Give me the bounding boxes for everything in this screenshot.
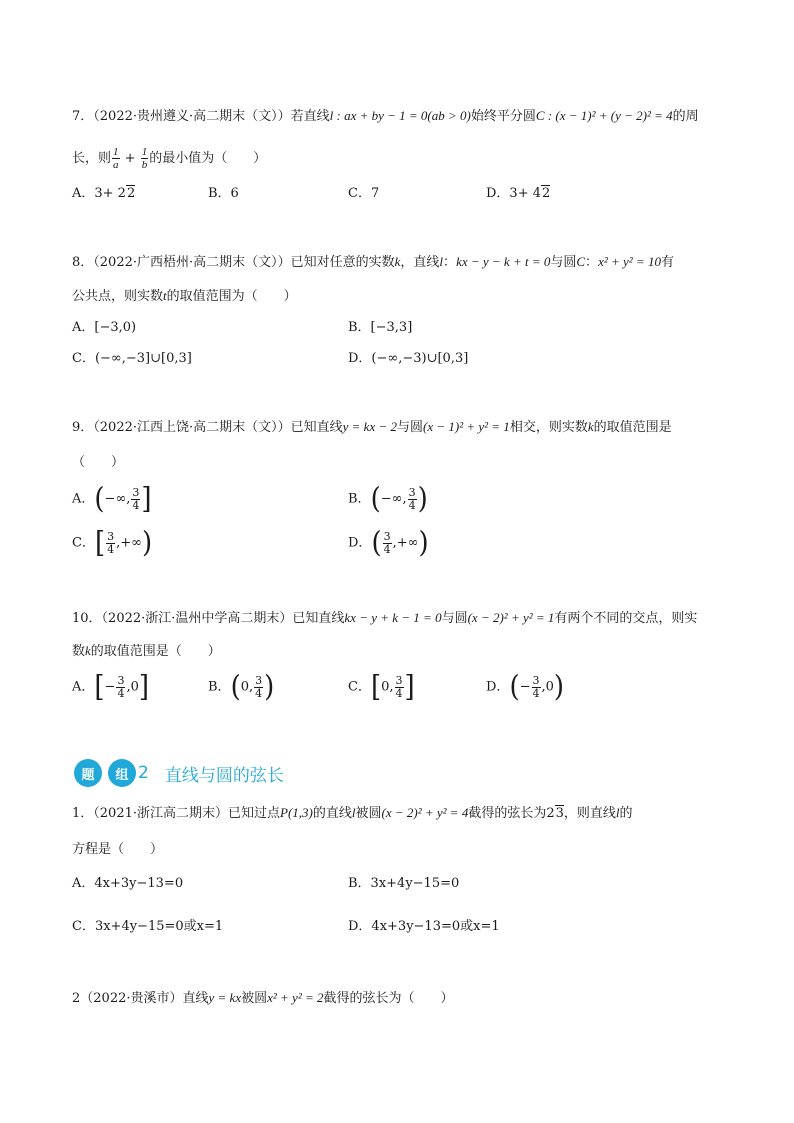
q9-option-a[interactable]: A．(−∞, $\frac{3}{4}$ ] — [72, 482, 152, 516]
g2q2-end: 截得的弦长为（ ） — [323, 991, 454, 1006]
g2q1-option-c[interactable]: C．3x+4y−15=0或x=1 — [72, 919, 224, 934]
q7-line2b: 的最小值为（ ） — [149, 151, 267, 166]
g2q1-circle-eq: (x − 2)² + y² = 4 — [381, 805, 469, 820]
g2-question-2-line-1 — [72, 988, 454, 1009]
q7-end: 的周 — [672, 109, 699, 124]
g2q1-mid1: 的直线 — [312, 806, 352, 821]
q7-option-b[interactable]: B．6 — [208, 186, 239, 201]
q10-end: 有两个不同的交点，则实 — [554, 611, 698, 626]
question-10-line-1 — [72, 608, 697, 629]
q8-prefix: 8．（2022·广西梧州·高二期末（文））已知对任意的实数 — [72, 255, 395, 270]
q8-option-b[interactable]: B．[−3,3] — [348, 320, 413, 335]
badge-ti: 题 — [74, 759, 102, 787]
q10-option-b[interactable]: B．(0, $\frac{3}{4}$ ) — [208, 670, 275, 704]
q8-mid2: 与圆 — [550, 255, 577, 270]
question-7-line-2: 长，则 $\frac{1}{a}$ + $\frac{1}{b}$ 的最小值为（ ） — [72, 146, 267, 171]
question-8-line-1: 8．（2022·广西梧州·高二期末（文））已知对任意的实数k，直线l：kx − y − k + t = 0与圆C：x² + y² = 10有 — [72, 254, 674, 270]
q8-end: 有 — [660, 255, 674, 270]
question-10-line-2: 数k的取值范围是（ ） — [72, 643, 221, 659]
q7-circle-eq: C : (x − 1)² + (y − 2)² = 4 — [535, 108, 673, 123]
q9-end2: 的取值范围是 — [593, 420, 672, 435]
q8-line-eq: kx − y − k + t = 0 — [456, 254, 551, 269]
q7-frac-1b: $\frac{1}{b}$ — [141, 146, 148, 171]
q7-line2a: 长，则 — [72, 151, 112, 166]
g2q1-option-a[interactable]: A．4x+3y−13=0 — [72, 876, 184, 891]
q10-mid: 与圆 — [441, 611, 468, 626]
q7-line-eq: l : ax + by − 1 = 0(ab > 0) — [329, 108, 471, 123]
badge-zu: 组 — [108, 759, 136, 787]
q7-frac-1a: $\frac{1}{a}$ — [113, 146, 119, 171]
q9-option-b[interactable]: B．(−∞, $\frac{3}{4}$ ) — [348, 482, 428, 516]
g2q1-prefix: 1．（2021·浙江高二期末）已知过点 — [72, 806, 280, 821]
q9-circle-eq: (x − 1)² + y² = 1 — [423, 419, 510, 434]
q9-option-c[interactable]: C．[ $\frac{3}{4}$ ,+∞) — [72, 526, 153, 560]
q8-line2b: 的取值范围为（ ） — [166, 289, 297, 304]
q8-mid1: ，直线 — [400, 255, 440, 270]
g2q1-point: P(1,3) — [280, 805, 313, 820]
g2-question-1-line-2: 方程是（ ） — [72, 842, 164, 857]
q10-option-d[interactable]: D．(− $\frac{3}{4}$ ,0) — [486, 670, 565, 704]
q9-line-eq: y = kx − 2 — [342, 419, 397, 434]
group-number: 2 — [138, 763, 149, 783]
q7-option-a[interactable]: A．3+ 22 — [72, 186, 136, 201]
q8-line2: 公共点，则实数 — [72, 289, 164, 304]
g2q1-option-d[interactable]: D．4x+3y−13=0或x=1 — [348, 919, 500, 934]
g2q1-end: ，则直线 — [563, 806, 616, 821]
g2q1-mid2: 被圆 — [355, 806, 382, 821]
q7-option-c[interactable]: C．7 — [348, 186, 380, 201]
group-2-header — [74, 758, 284, 788]
q7-mid: 始终平分圆 — [470, 109, 536, 124]
question-9-line-2: （ ） — [72, 455, 125, 470]
q8-circle-eq: x² + y² = 10 — [598, 254, 661, 269]
q9-end: 相交，则实数 — [509, 420, 588, 435]
g2q1-end2: 的 — [619, 806, 633, 821]
g2q2-circle-eq: x² + y² = 2 — [267, 990, 324, 1005]
g2q2-mid: 被圆 — [241, 991, 268, 1006]
q10-line-eq: kx − y + k − 1 = 0 — [344, 610, 442, 625]
g2q1-mid3: 截得的弦长为 — [468, 806, 547, 821]
g2-question-1-line-1: 1．（2021·浙江高二期末）已知过点P(1,3)的直线l被圆(x − 2)² + y² = 4截得的弦长为23，则直线l的 — [72, 805, 633, 821]
q10-circle-eq: (x − 2)² + y² = 1 — [467, 610, 555, 625]
question-7-line-1 — [72, 106, 699, 127]
q9-option-d[interactable]: D．( $\frac{3}{4}$ ,+∞) — [348, 526, 429, 560]
q10-option-c[interactable]: C．[0, $\frac{3}{4}$ ] — [348, 670, 415, 704]
g2q2-prefix: 2（2022·贵溪市）直线 — [72, 991, 209, 1006]
q10-line2: 数 — [72, 644, 86, 659]
q10-option-a[interactable]: A．[− $\frac{3}{4}$ ,0] — [72, 670, 150, 704]
q9-prefix: 9．（2022·江西上饶·高二期末（文））已知直线 — [72, 420, 343, 435]
q8-option-c[interactable]: C．(−∞,−3]∪[0,3] — [72, 351, 192, 366]
q7-prefix: 7．（2022·贵州遵义·高二期末（文））若直线 — [72, 109, 330, 124]
q10-prefix: 10．（2022·浙江·温州中学高二期末）已知直线 — [72, 611, 345, 626]
q9-mid: 与圆 — [396, 420, 423, 435]
g2q2-line-eq: y = kx — [208, 990, 242, 1005]
g2q1-option-b[interactable]: B．3x+4y−15=0 — [348, 876, 460, 891]
q8-option-d[interactable]: D．(−∞,−3)∪[0,3] — [348, 351, 469, 366]
q7-option-d[interactable]: D．3+ 42 — [486, 186, 551, 201]
question-9-line-1: 9．（2022·江西上饶·高二期末（文））已知直线y = kx − 2与圆(x − 1)² + y² = 1相交，则实数k的取值范围是 — [72, 419, 672, 435]
question-8-line-2: 公共点，则实数t的取值范围为（ ） — [72, 288, 297, 304]
q10-line2b: 的取值范围是（ ） — [90, 644, 221, 659]
q8-option-a[interactable]: A．[−3,0) — [72, 320, 137, 335]
group-title: 直线与圆的弦长 — [164, 765, 284, 786]
